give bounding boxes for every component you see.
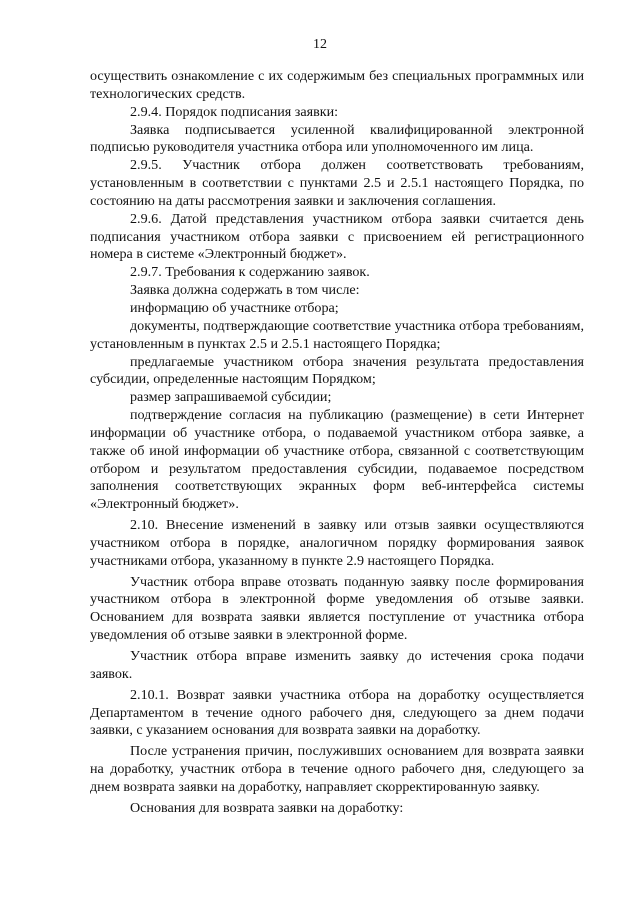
- paragraph: Участник отбора вправе изменить заявку до истечения срока подачи заявок.: [90, 648, 584, 682]
- section-heading-2-9-7: 2.9.7. Требования к содержанию заявок.: [130, 264, 370, 281]
- list-item: подтверждение согласия на публикацию (размещение) в сети Интернет информации об участнике отбора, о подаваемой участником отбора заявке, а также об иной информации об участнике отбора, связанной с соответствующим отбором и результатом предоставления субсидии, подаваемое посредством заполнения соответствующих экранных форм веб-интерфейса системы «Электронный бюджет».: [90, 407, 584, 513]
- paragraph-2-9-6: 2.9.6. Датой представления участником отбора заявки считается день подписания участником отбора заявки с присвоением ей регистрационного номера в системе «Электронный бюджет».: [90, 210, 584, 263]
- paragraph: Заявка подписывается усиленной квалифицированной электронной подписью руководителя участника отбора или уполномоченного им лица.: [90, 121, 584, 156]
- section-heading-2-9-4: 2.9.4. Порядок подписания заявки:: [130, 103, 339, 120]
- document-body: [90, 68, 584, 818]
- list-item: размер запрашиваемой субсидии;: [130, 389, 332, 406]
- list-item: информацию об участнике отбора;: [130, 299, 339, 316]
- paragraph: После устранения причин, послуживших основанием для возврата заявки на доработку, участник отбора в течение одного рабочего дня, следующего за днем возврата заявки на доработку, направляет скорректированную заявку.: [90, 743, 584, 795]
- paragraph: Заявка должна содержать в том числе:: [130, 282, 360, 299]
- paragraph-2-9-5: 2.9.5. Участник отбора должен соответствовать требованиям, установленным в соответствии с пунктами 2.5 и 2.5.1 настоящего Порядка, по состоянию на даты рассмотрения заявки и заключения соглашения.: [90, 157, 584, 209]
- paragraph-2-10-1: 2.10.1. Возврат заявки участника отбора на доработку осуществляется Департаментом в течение одного рабочего дня, следующего за днем подачи заявки, с указанием основания для возврата заявки на доработку.: [90, 686, 584, 739]
- paragraph: осуществить ознакомление с их содержимым без специальных программных или технологических средств.: [90, 68, 584, 102]
- paragraph: Участник отбора вправе отозвать поданную заявку после формирования участником отбора в электронной форме уведомления об отзыве заявки. Основанием для возврата заявки является поступление от участника отбора уведомления об отзыве заявки в электронной форме.: [90, 573, 584, 644]
- paragraph-2-10: 2.10. Внесение изменений в заявку или отзыв заявки осуществляются участником отбора в порядке, аналогичном порядку формирования заявок участниками отбора, указанному в пункте 2.9 настоящего Порядка.: [90, 517, 584, 569]
- list-item: предлагаемые участником отбора значения результата предоставления субсидии, определенные настоящим Порядком;: [90, 353, 584, 388]
- list-item: документы, подтверждающие соответствие участника отбора требованиям, установленным в пунктах 2.5 и 2.5.1 настоящего Порядка;: [90, 317, 584, 352]
- page-number: 12: [313, 37, 327, 52]
- paragraph: Основания для возврата заявки на доработку:: [130, 799, 404, 816]
